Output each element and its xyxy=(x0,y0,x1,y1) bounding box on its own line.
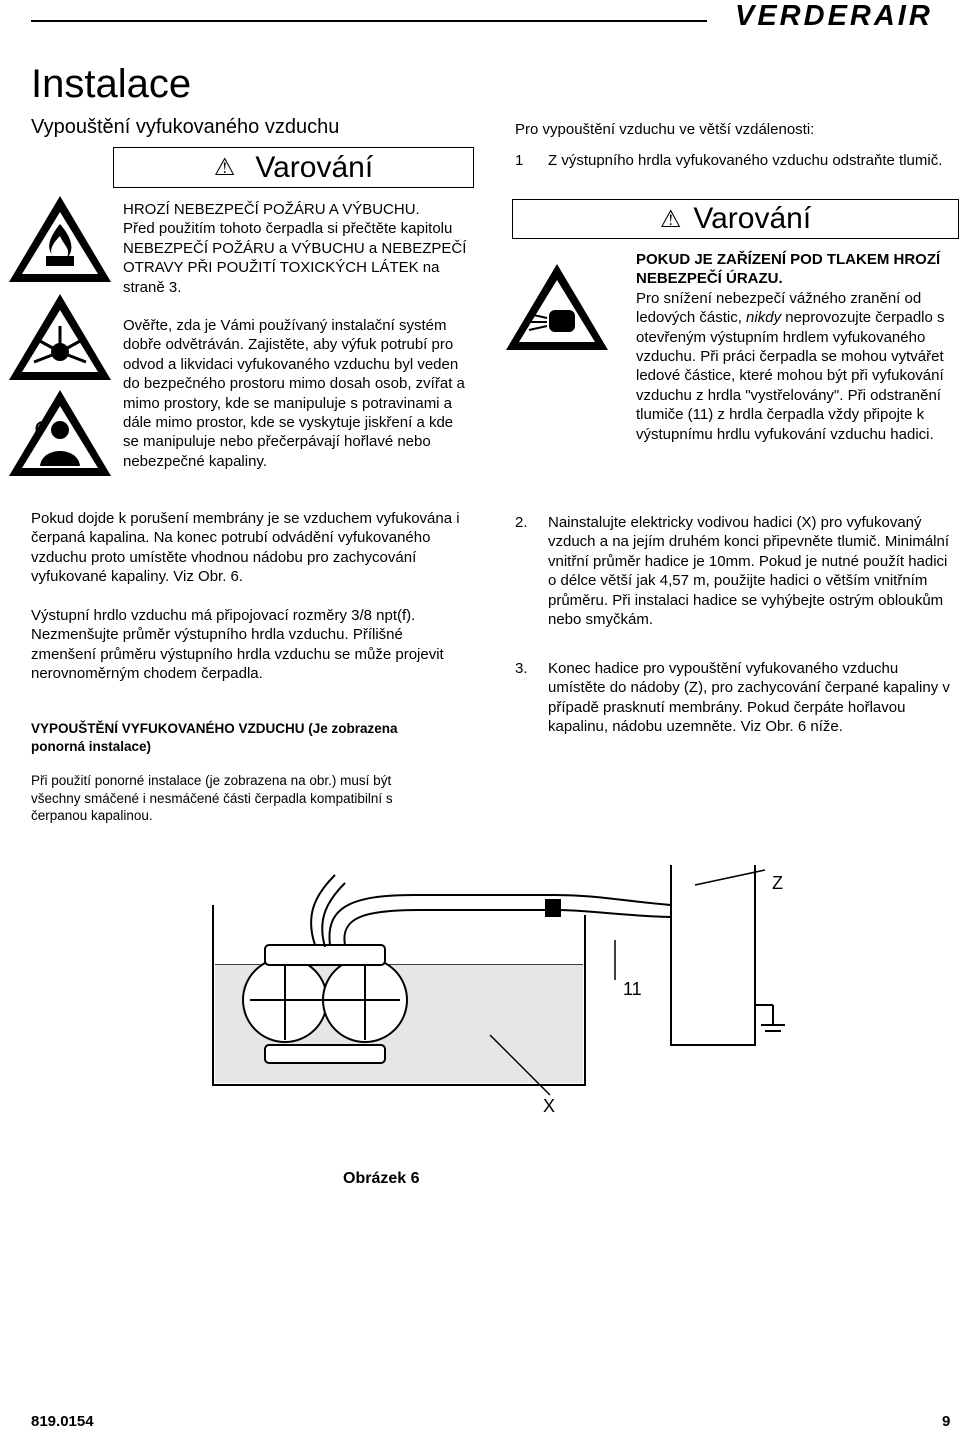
item-2-number: 2. xyxy=(515,514,528,531)
item-3-text: Konec hadice pro vypouštění vyfukovaného vzduchu umístěte do nádoby (Z), pro zachycování čerpané kapaliny v případě prasknutí membrány. Pokud čerpáte hořlavou kapalinu, nádobu uzemněte. Viz Obr. 6 níže. xyxy=(548,660,950,736)
figure-caption: Obrázek 6 xyxy=(343,1170,420,1187)
ground-symbol xyxy=(755,1005,785,1031)
pump-body xyxy=(243,945,407,1063)
fire-hazard-icon xyxy=(9,196,111,282)
figure-label-z: Z xyxy=(772,873,783,893)
warning-label: Varování xyxy=(255,150,374,184)
figure-label-11: 11 xyxy=(623,979,642,999)
left-body-p3: Při použití ponorné instalace (je zobrazena na obr.) musí být všechny smáčené i nesmáčené části čerpadla kompatibilní s čerpanou kapalinou. xyxy=(31,773,393,823)
left-body-heading: VYPOUŠTĚNÍ VYFUKOVANÉHO VZDUCHU (Je zobrazena ponorná instalace) xyxy=(31,721,398,754)
warning-label: Varování xyxy=(693,202,812,235)
exhaust-hose xyxy=(311,875,671,947)
left-body-p1: Pokud dojde k porušení membrány je se vzduchem vyfukována i čerpaná kapalina. Na konec potrubí odvádění vyfukovaného vzduchu proto umístěte vhodnou nádobu pro zachycování vyfukované kapaliny. Viz Obr. 6. xyxy=(31,510,460,586)
warning-box-left xyxy=(113,147,474,188)
right-item-1 xyxy=(515,151,955,170)
toxic-hazard-icon xyxy=(9,390,111,476)
spray-hazard-icon xyxy=(505,262,610,357)
section-subtitle: Vypouštění vyfukovaného vzduchu xyxy=(31,116,340,138)
hazard-icons xyxy=(8,194,113,489)
warning-left-p1-b: NEBEZPEČÍ POŽÁRU a VÝBUCHU a NEBEZPEČÍ OTRAVY PŘI POUŽITÍ TOXICKÝCH LÁTEK xyxy=(123,239,467,277)
figure-6-illustration xyxy=(195,855,795,1140)
right-intro: Pro vypouštění vzduchu ve větší vzdálenosti: xyxy=(515,121,815,138)
item-1-text: Z výstupního hrdla vyfukovaného vzduchu odstraňte tlumič. xyxy=(548,152,943,169)
warning-left-heading: HROZÍ NEBEZPEČÍ POŽÁRU A VÝBUCHU. xyxy=(123,201,420,218)
warning-right-body-b: neprovozujte čerpadlo s otevřeným výstupním hrdlem vyfukovaného vzduchu. Při práci čerpadla se mohou vytvářet ledové částice, které mohou být při vyfukování vzduchu z hrdla "vystřelovány". Při odstranění tlumiče (11) z hrdla čerpadla vždy připojte k výstupnímu hrdlu vyfukování vzduchu hadici. xyxy=(636,309,945,443)
warning-right-body xyxy=(636,289,956,444)
warning-right-text xyxy=(636,250,956,444)
right-item-2 xyxy=(515,513,955,629)
header-rule xyxy=(31,20,707,22)
doc-number: 819.0154 xyxy=(31,1413,94,1430)
container-z xyxy=(671,865,755,1045)
warning-triangle-icon: ⚠ xyxy=(659,205,682,233)
item-1-number: 1 xyxy=(515,152,524,169)
figure-label-x: X xyxy=(543,1096,556,1116)
warning-left-p1-c: na straně 3. xyxy=(123,259,440,296)
warning-box-right xyxy=(512,199,959,239)
item-3-number: 3. xyxy=(515,660,528,677)
warning-right-heading: POKUD JE ZAŘÍZENÍ POD TLAKEM HROZÍ NEBEZPEČÍ ÚRAZU. xyxy=(636,251,941,288)
warning-left-text xyxy=(123,200,473,471)
left-body-p2: Výstupní hrdlo vzduchu má připojovací rozměry 3/8 npt(f). Nezmenšujte průměr výstupního hrdla vzduchu. Přílišné zmenšení průměru výstupního hrdla vzduchu se může projevit nerovnoměrným chodem čerpadla. xyxy=(31,607,444,683)
explosion-hazard-icon xyxy=(9,294,111,380)
item-2-text: Nainstalujte elektricky vodivou hadici (X) pro vyfukovaný vzduch a na jejím druhém konci připevněte tlumič. Minimální vnitřní průměr hadice je 10mm. Pokud je nutné použít hadici o délce větší jak 4,57 m, použijte hadici o větším vnitřním průměru. Při instalaci hadice se vyhýbejte ostrým obloukům nebo smyčkám. xyxy=(548,514,950,629)
right-item-3 xyxy=(515,659,955,737)
warning-triangle-icon: ⚠ xyxy=(213,154,236,181)
hazard-symbols xyxy=(8,194,113,484)
warning-right-body-em: nikdy xyxy=(746,309,782,327)
brand-logo: VERDERAIR xyxy=(735,0,933,32)
warning-left-p1-a: Před použitím tohoto čerpadla si přečtěte kapitolu xyxy=(123,220,453,238)
warning-left-p2: Ověřte, zda je Vámi používaný instalační systém dobře odvětráván. Zajistěte, aby výfuk potrubí pro odvod a likvidaci vyfukovaného vzduchu byl veden do bezpečného prostoru mimo dosah osob, zvířat a mimo prostory, kde se manipuluje s potravinami a dále mimo prostor, kde se vyskytuje jiskření a kde se manipuluje nebo přečerpávají hořlavé nebo nebezpečné kapaliny. xyxy=(123,317,465,470)
page-number: 9 xyxy=(942,1413,951,1430)
warning-left-p1 xyxy=(123,219,473,297)
muffler-connector xyxy=(545,899,561,917)
page-title: Instalace xyxy=(31,62,192,106)
warning-right-body-a: Pro snížení nebezpečí vážného zranění od ledových částic, xyxy=(636,289,922,327)
